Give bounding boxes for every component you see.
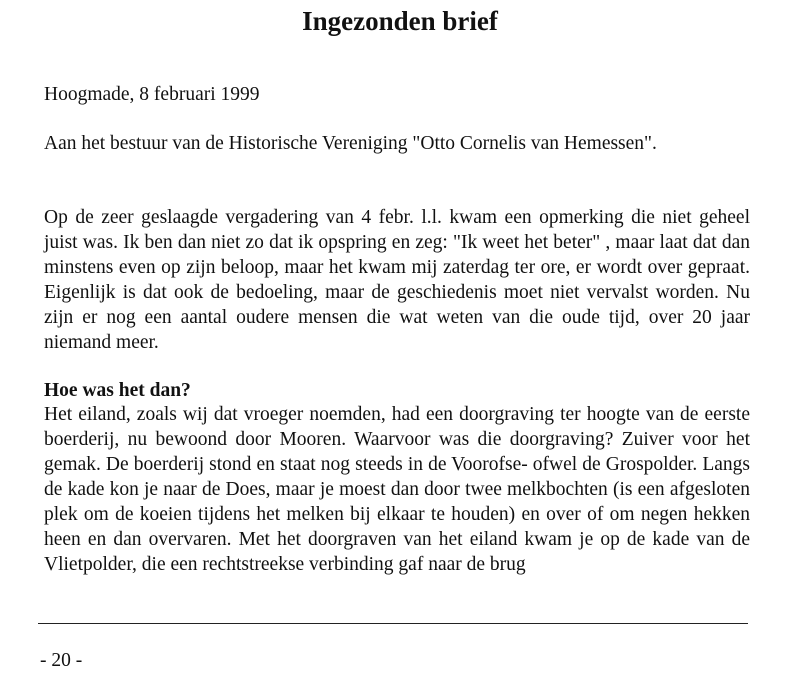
letter-paragraph-2: Het eiland, zoals wij dat vroeger noemden, had een doorgraving ter hoogte van de eerste boerderij, nu bewoond door Mooren. Waarvoor was die doorgraving? Zuiver voor het gemak. De boerderij stond en staat nog steeds in de Voorofse- ofwel de Grospolder. Langs de kade kon je naar de Does, maar je moest dan door twee melkbochten (is een afgesloten plek om de koeien tijdens het melken bij elkaar te houden) en over of om negen hekken heen en dan overvaren. Met het doorgraven van het eiland kwam je op de kade van de Vlietpolder, die een rechtstreekse verbinding gaf naar de brug bbox=[44, 404, 750, 575]
page-number: - 20 - bbox=[40, 650, 83, 671]
letter-address: Aan het bestuur van de Historische Vereniging "Otto Cornelis van Hemessen". bbox=[44, 133, 657, 154]
footer-divider bbox=[38, 623, 748, 624]
page-title: Ingezonden brief bbox=[302, 6, 498, 36]
letter-date: Hoogmade, 8 februari 1999 bbox=[44, 84, 260, 105]
section-heading: Hoe was het dan? bbox=[44, 380, 191, 401]
letter-paragraph-1: Op de zeer geslaagde vergadering van 4 febr. l.l. kwam een opmerking die niet geheel juist was. Ik ben dan niet zo dat ik opspring en zeg: "Ik weet het beter" , maar laat dat dan minstens even op zijn beloop, maar het kwam mij zaterdag ter ore, er wordt over gepraat. Eigenlijk is dat ook de bedoeling, maar de geschiedenis moet niet vervalst worden. Nu zijn er nog een aantal oudere mensen die wat weten van die oude tijd, over 20 jaar niemand meer. bbox=[44, 207, 750, 353]
